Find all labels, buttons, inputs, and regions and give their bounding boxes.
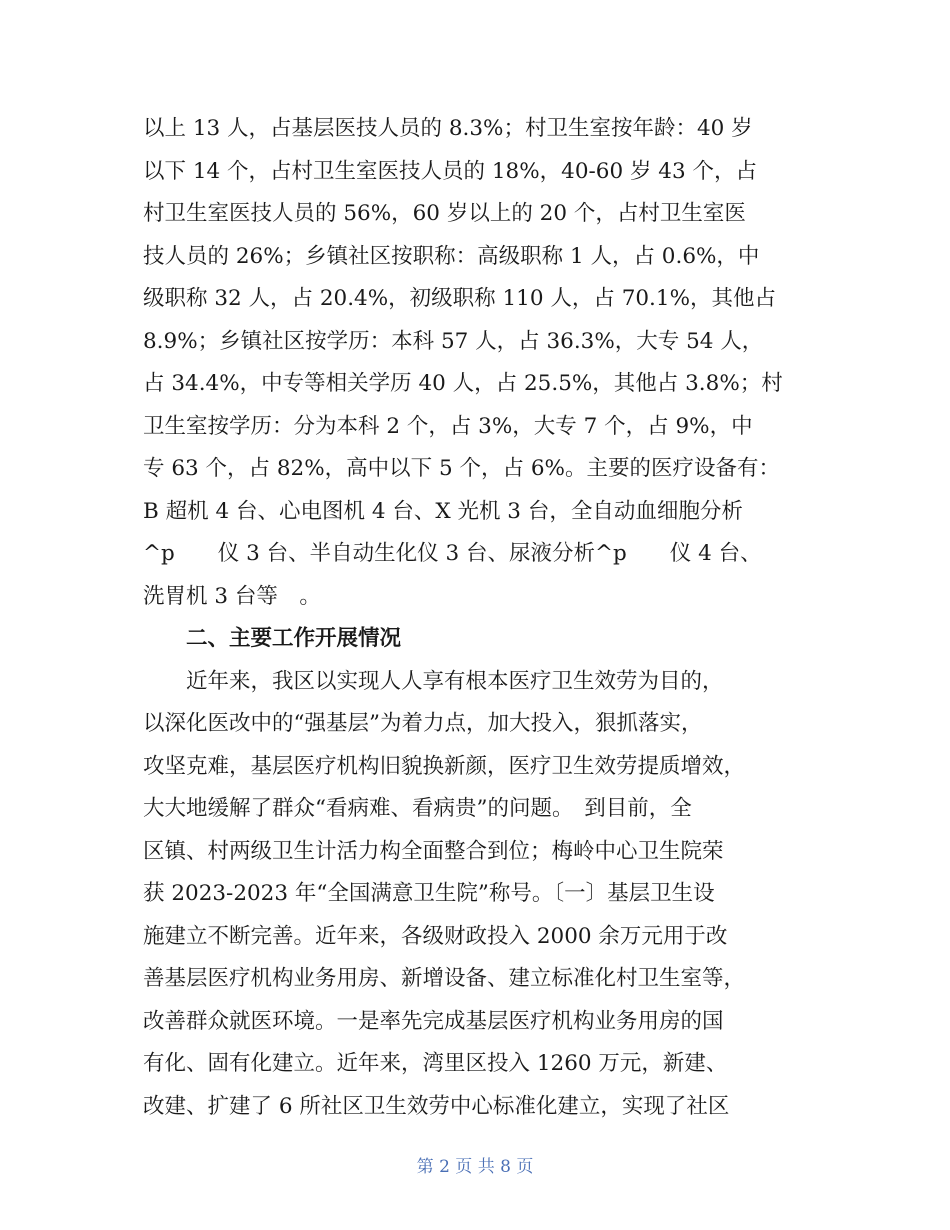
text-line: 近年来，我区以实现人人享有根本医疗卫生效劳为目的， [186, 668, 724, 694]
text-line: 村卫生室医技人员的 56%，60 岁以上的 20 个，占村卫生室医 [143, 201, 746, 226]
text-line: 以下 14 个，占村卫生室医技人员的 18%，40-60 岁 43 个，占 [143, 158, 757, 184]
text-line: ^p 仪 3 台、半自动生化仪 3 台、尿液分析^p 仪 4 台、 [143, 541, 762, 566]
text-line: 善基层医疗机构业务用房、新增设备、建立标准化村卫生室等， [143, 966, 746, 991]
text-line: 大大地缓解了群众“看病难、看病贵”的问题。 到目前，全 [143, 796, 692, 821]
text-line: 改善群众就医环境。一是率先完成基层医疗机构业务用房的国 [143, 1008, 724, 1034]
text-line: 有化、固有化建立。近年来，湾里区投入 1260 万元，新建、 [143, 1051, 728, 1076]
text-line: 区镇、村两级卫生计活力构全面整合到位；梅岭中心卫生院荣 [143, 838, 724, 864]
text-line: 洗胃机 3 台等 。 [143, 583, 321, 609]
text-line: 攻坚克难，基层医疗机构旧貌换新颜，医疗卫生效劳提质增效， [143, 753, 746, 779]
text-line: 获 2023-2023 年“全国满意卫生院”称号。〔一〕基层卫生设 [143, 881, 715, 906]
text-line: 改建、扩建了 6 所社区卫生效劳中心标准化建立，实现了社区 [143, 1093, 730, 1119]
text-line: 占 34.4%，中专等相关学历 40 人，占 25.5%，其他占 3.8%；村 [143, 371, 783, 396]
document-body [143, 108, 833, 1128]
text-line: B 超机 4 台、心电图机 4 台、X 光机 3 台，全自动血细胞分析 [143, 498, 743, 524]
page-footer: 第 2 页 共 8 页 [416, 1157, 534, 1177]
section-heading: 二、主要工作开展情况 [186, 626, 402, 651]
text-line: 级职称 32 人，占 20.4%，初级职称 110 人，占 70.1%，其他占 [143, 286, 777, 311]
text-line: 施建立不断完善。近年来，各级财政投入 2000 余万元用于改 [143, 923, 728, 949]
text-line: 8.9%；乡镇社区按学历：本科 57 人，占 36.3%，大专 54 人， [143, 328, 764, 354]
text-line: 卫生室按学历：分为本科 2 个，占 3%，大专 7 个，占 9%，中 [143, 413, 753, 439]
text-line: 以深化医改中的“强基层”为着力点，加大投入，狠抓落实， [143, 711, 703, 736]
text-line: 以上 13 人，占基层医技人员的 8.3%；村卫生室按年龄：40 岁 [143, 116, 753, 141]
text-line: 专 63 个，占 82%，高中以下 5 个，占 6%。主要的医疗设备有： [143, 456, 780, 481]
text-line: 技人员的 26%；乡镇社区按职称：高级职称 1 人，占 0.6%，中 [143, 243, 760, 269]
